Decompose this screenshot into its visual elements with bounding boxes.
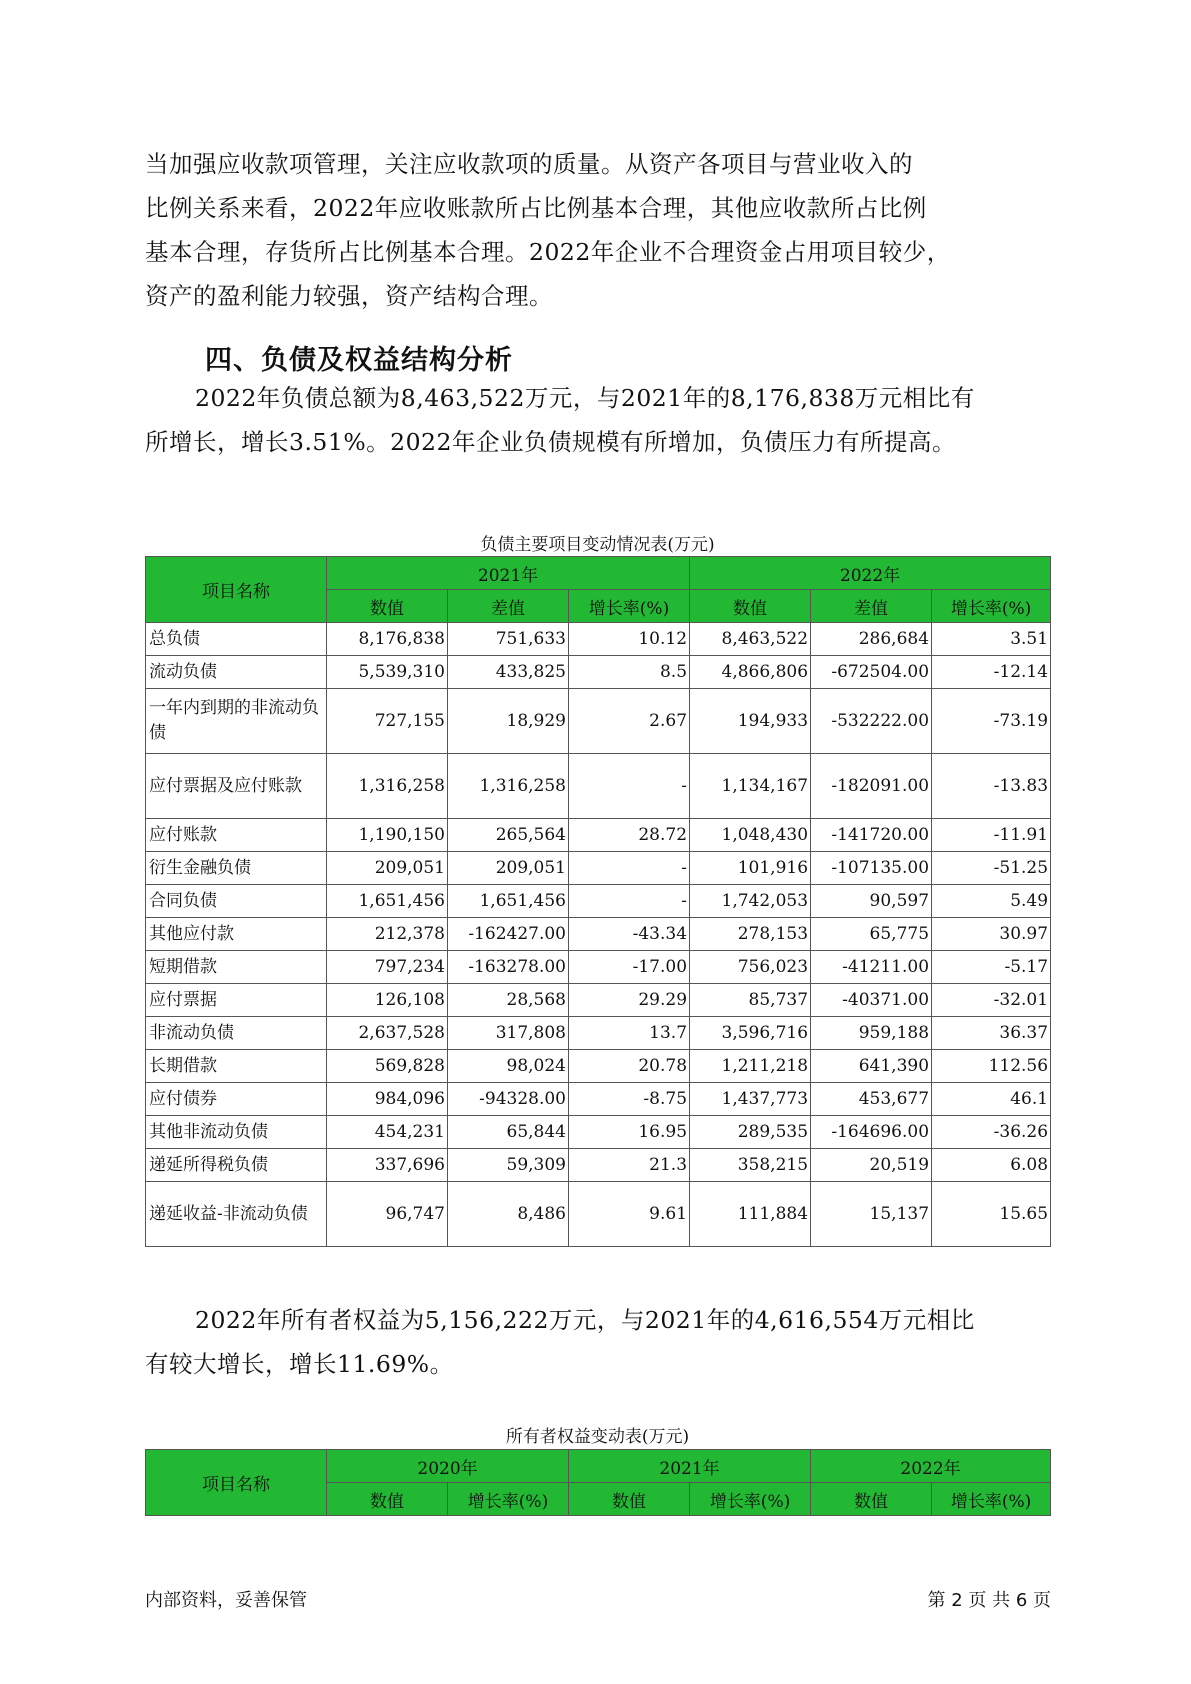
- table-cell: 112.56: [932, 1050, 1051, 1083]
- table-cell: -43.34: [569, 918, 690, 951]
- table2-caption: 所有者权益变动表(万元): [505, 1427, 690, 1447]
- table-cell: 454,231: [327, 1116, 448, 1149]
- row-label: 短期借款: [146, 951, 327, 984]
- table-cell: 984,096: [327, 1083, 448, 1116]
- table-row: [146, 852, 1051, 885]
- debt-line: 所增长，增长3.51%。2022年企业负债规模有所增加，负债压力有所提高。: [145, 428, 956, 456]
- table-cell: 90,597: [811, 885, 932, 918]
- table1-subheader: 差值: [448, 590, 569, 623]
- table-row: [146, 656, 1051, 689]
- table-cell: -32.01: [932, 984, 1051, 1017]
- table-row: [146, 1116, 1051, 1149]
- table-row: [146, 984, 1051, 1017]
- table-cell: 4,866,806: [690, 656, 811, 689]
- table-cell: 13.7: [569, 1017, 690, 1050]
- row-label: 其他非流动负债: [146, 1116, 327, 1149]
- table-cell: 756,023: [690, 951, 811, 984]
- table1-subheader: 数值: [690, 590, 811, 623]
- table-cell: 2,637,528: [327, 1017, 448, 1050]
- table-cell: 15,137: [811, 1182, 932, 1247]
- table1-name-header: 项目名称: [146, 557, 327, 623]
- table-row: [146, 1050, 1051, 1083]
- table-cell: -5.17: [932, 951, 1051, 984]
- table2-subheader: 数值: [811, 1483, 932, 1516]
- table-cell: 65,844: [448, 1116, 569, 1149]
- equity-paragraph: [145, 1298, 1045, 1386]
- equity-line: 2022年所有者权益为5,156,222万元，与2021年的4,616,554万元相比: [195, 1306, 975, 1334]
- table-cell: 3,596,716: [690, 1017, 811, 1050]
- table1-year-header: 2021年: [327, 557, 690, 590]
- table-cell: -8.75: [569, 1083, 690, 1116]
- footer-right: 第 2 页 共 6 页: [927, 1590, 1051, 1611]
- table-cell: 212,378: [327, 918, 448, 951]
- table-cell: -: [569, 754, 690, 819]
- table-cell: -: [569, 852, 690, 885]
- table-cell: 278,153: [690, 918, 811, 951]
- intro-paragraph: [145, 142, 1045, 318]
- table1-subheader: 增长率(%): [569, 590, 690, 623]
- table-row: [146, 754, 1051, 819]
- table-cell: 317,808: [448, 1017, 569, 1050]
- table-row: [146, 951, 1051, 984]
- row-label: 应付账款: [146, 819, 327, 852]
- table-cell: 1,316,258: [327, 754, 448, 819]
- table-cell: 433,825: [448, 656, 569, 689]
- intro-line: 当加强应收款项管理，关注应收款项的质量。从资产各项目与营业收入的: [145, 150, 913, 178]
- table2-year-header: 2021年: [569, 1450, 811, 1483]
- table-cell: 98,024: [448, 1050, 569, 1083]
- intro-line: 基本合理，存货所占比例基本合理。2022年企业不合理资金占用项目较少，: [145, 238, 951, 266]
- debt-line: 2022年负债总额为8,463,522万元，与2021年的8,176,838万元相比有: [195, 384, 975, 412]
- table-cell: 59,309: [448, 1149, 569, 1182]
- row-label: 应付票据及应付账款: [146, 754, 327, 819]
- table2-subheader: 增长率(%): [690, 1483, 811, 1516]
- table-cell: 3.51: [932, 623, 1051, 656]
- table-cell: 9.61: [569, 1182, 690, 1247]
- table-cell: 569,828: [327, 1050, 448, 1083]
- table-cell: 30.97: [932, 918, 1051, 951]
- row-label: 应付票据: [146, 984, 327, 1017]
- table-cell: -162427.00: [448, 918, 569, 951]
- table-row: [146, 623, 1051, 656]
- table-cell: 727,155: [327, 689, 448, 754]
- table-cell: 209,051: [448, 852, 569, 885]
- table-cell: 21.3: [569, 1149, 690, 1182]
- table-cell: 65,775: [811, 918, 932, 951]
- table-cell: 641,390: [811, 1050, 932, 1083]
- table-cell: -13.83: [932, 754, 1051, 819]
- table-cell: 85,737: [690, 984, 811, 1017]
- table-cell: 5,539,310: [327, 656, 448, 689]
- table1-year-header: 2022年: [690, 557, 1051, 590]
- table-cell: 1,190,150: [327, 819, 448, 852]
- table1-subheader: 增长率(%): [932, 590, 1051, 623]
- table-cell: 28,568: [448, 984, 569, 1017]
- row-label: 递延收益-非流动负债: [146, 1182, 327, 1247]
- row-label: 非流动负债: [146, 1017, 327, 1050]
- table-cell: -12.14: [932, 656, 1051, 689]
- table-cell: 111,884: [690, 1182, 811, 1247]
- table-row: [146, 1182, 1051, 1247]
- table-cell: 101,916: [690, 852, 811, 885]
- table-cell: 29.29: [569, 984, 690, 1017]
- row-label: 递延所得税负债: [146, 1149, 327, 1182]
- table-cell: 18,929: [448, 689, 569, 754]
- table-cell: -182091.00: [811, 754, 932, 819]
- table1-subheader: 数值: [327, 590, 448, 623]
- table1-caption: 负债主要项目变动情况表(万元): [480, 535, 715, 555]
- table-cell: 2.67: [569, 689, 690, 754]
- table-row: [146, 689, 1051, 754]
- table-cell: -107135.00: [811, 852, 932, 885]
- row-label: 衍生金融负债: [146, 852, 327, 885]
- equity-table: [145, 1449, 1051, 1516]
- row-label: 应付债券: [146, 1083, 327, 1116]
- table-cell: 46.1: [932, 1083, 1051, 1116]
- table2-subheader: 增长率(%): [932, 1483, 1051, 1516]
- section-heading: 四、负债及权益结构分析: [205, 345, 513, 376]
- table-cell: 751,633: [448, 623, 569, 656]
- table-cell: 20.78: [569, 1050, 690, 1083]
- table-cell: -41211.00: [811, 951, 932, 984]
- table-cell: 96,747: [327, 1182, 448, 1247]
- table-cell: -73.19: [932, 689, 1051, 754]
- row-label: 长期借款: [146, 1050, 327, 1083]
- table-cell: 8,486: [448, 1182, 569, 1247]
- table1-subheader: 差值: [811, 590, 932, 623]
- table-cell: 1,316,258: [448, 754, 569, 819]
- equity-line: 有较大增长，增长11.69%。: [145, 1350, 454, 1378]
- table2-year-header: 2020年: [327, 1450, 569, 1483]
- table-row: [146, 918, 1051, 951]
- table-cell: 209,051: [327, 852, 448, 885]
- table-row: [146, 1083, 1051, 1116]
- table-cell: 1,651,456: [448, 885, 569, 918]
- table-cell: 337,696: [327, 1149, 448, 1182]
- debt-table: [145, 556, 1051, 1247]
- row-label: 其他应付款: [146, 918, 327, 951]
- table-cell: 28.72: [569, 819, 690, 852]
- table-cell: 15.65: [932, 1182, 1051, 1247]
- table-row: [146, 1149, 1051, 1182]
- table2-name-header: 项目名称: [146, 1450, 327, 1516]
- table2-year-header: 2022年: [811, 1450, 1051, 1483]
- table-cell: 358,215: [690, 1149, 811, 1182]
- table-cell: 265,564: [448, 819, 569, 852]
- table-cell: 453,677: [811, 1083, 932, 1116]
- table-cell: 1,742,053: [690, 885, 811, 918]
- intro-line: 比例关系来看，2022年应收账款所占比例基本合理，其他应收款所占比例: [145, 194, 927, 222]
- table-cell: 5.49: [932, 885, 1051, 918]
- table-row: [146, 1017, 1051, 1050]
- table-cell: -532222.00: [811, 689, 932, 754]
- table-cell: -51.25: [932, 852, 1051, 885]
- table-cell: -40371.00: [811, 984, 932, 1017]
- table-cell: 959,188: [811, 1017, 932, 1050]
- table-cell: -94328.00: [448, 1083, 569, 1116]
- table-cell: 20,519: [811, 1149, 932, 1182]
- table-cell: 194,933: [690, 689, 811, 754]
- intro-line: 资产的盈利能力较强，资产结构合理。: [145, 282, 553, 310]
- table-cell: -141720.00: [811, 819, 932, 852]
- table-cell: 8.5: [569, 656, 690, 689]
- row-label: 总负债: [146, 623, 327, 656]
- table-cell: 10.12: [569, 623, 690, 656]
- debt-paragraph: [145, 376, 1045, 464]
- table-cell: 1,437,773: [690, 1083, 811, 1116]
- table-cell: 6.08: [932, 1149, 1051, 1182]
- table2-subheader: 数值: [327, 1483, 448, 1516]
- table-cell: 289,535: [690, 1116, 811, 1149]
- row-label: 合同负债: [146, 885, 327, 918]
- footer-left: 内部资料，妥善保管: [145, 1590, 307, 1611]
- table-cell: -11.91: [932, 819, 1051, 852]
- table-row: [146, 819, 1051, 852]
- table-cell: 36.37: [932, 1017, 1051, 1050]
- table-cell: -672504.00: [811, 656, 932, 689]
- table-cell: -163278.00: [448, 951, 569, 984]
- table-cell: 1,048,430: [690, 819, 811, 852]
- table-cell: -164696.00: [811, 1116, 932, 1149]
- table-cell: 1,651,456: [327, 885, 448, 918]
- table-cell: -36.26: [932, 1116, 1051, 1149]
- table2-subheader: 数值: [569, 1483, 690, 1516]
- table-row: [146, 885, 1051, 918]
- table-cell: 1,134,167: [690, 754, 811, 819]
- table2-subheader: 增长率(%): [448, 1483, 569, 1516]
- table-cell: 797,234: [327, 951, 448, 984]
- table-cell: 286,684: [811, 623, 932, 656]
- table-cell: -17.00: [569, 951, 690, 984]
- row-label: 一年内到期的非流动负债: [146, 689, 327, 754]
- row-label: 流动负债: [146, 656, 327, 689]
- table-cell: 1,211,218: [690, 1050, 811, 1083]
- table-cell: 16.95: [569, 1116, 690, 1149]
- table-cell: -: [569, 885, 690, 918]
- table-cell: 126,108: [327, 984, 448, 1017]
- table-cell: 8,176,838: [327, 623, 448, 656]
- table-cell: 8,463,522: [690, 623, 811, 656]
